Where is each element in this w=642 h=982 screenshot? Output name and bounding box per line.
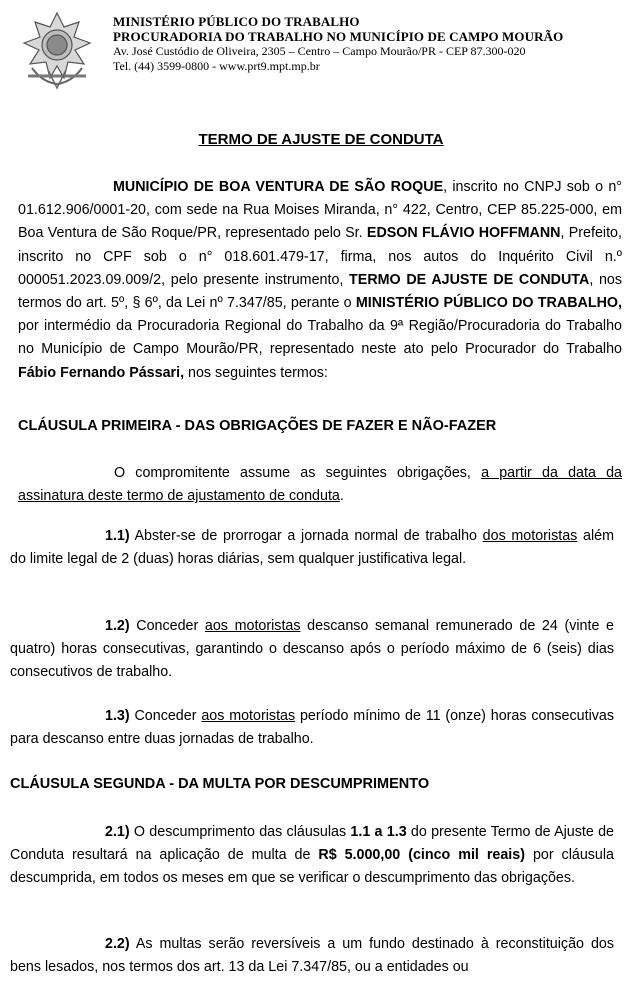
office-address: Av. José Custódio de Oliveira, 2305 – Centro – Campo Mourão/PR - CEP 87.300-020 <box>113 44 526 58</box>
document-title: TERMO DE AJUSTE DE CONDUTA <box>198 131 444 148</box>
mpt-name: MINISTÉRIO PÚBLICO DO TRABALHO, <box>355 295 622 312</box>
office-contact: Tel. (44) 3599-0800 - www.prt9.mpt.mp.br <box>113 59 320 73</box>
clause-2-item-2: 2.2) As multas serão reversíveis a um fundo destinado à reconstituição dos bens lesados, nos termos dos art. 13 da Lei 7.347/85, ou a entidades ou <box>10 936 614 976</box>
clause-2-item-1: 2.1) O descumprimento das cláusulas 1.1 a 1.3 do presente Termo de Ajuste de Conduta resultará na aplicação de multa de R$ 5.000,00 (cinco mil reais) por cláusula descumprida, em todos os meses em que se verificar o descumprimento das obrigações. <box>10 824 615 887</box>
letterhead <box>0 0 642 100</box>
clause-1-intro: O compromitente assume as seguintes obrigações, a partir da data da assinatura deste termo de ajustamento de conduta. <box>18 465 622 505</box>
clause-1-item-2: 1.2) Conceder aos motoristas descanso semanal remunerado de 24 (vinte e quatro) horas consecutivas, garantindo o descanso após o período máximo de 6 (seis) dias consecutivos de trabalho. <box>10 618 614 681</box>
brazil-coat-of-arms-icon <box>18 10 96 90</box>
office-name: PROCURADORIA DO TRABALHO NO MUNICÍPIO DE CAMPO MOURÃO <box>113 29 564 44</box>
clause-1-heading: CLÁUSULA PRIMEIRA - DAS OBRIGAÇÕES DE FAZER E NÃO-FAZER <box>18 418 497 434</box>
letterhead-text <box>113 14 563 74</box>
party-name: MUNICÍPIO DE BOA VENTURA DE SÃO ROQUE <box>113 179 444 195</box>
clause-1-item-1: 1.1) Abster-se de prorrogar a jornada normal de trabalho dos motoristas além do limite legal de 2 (duas) horas diárias, sem qualquer justificativa legal. <box>10 528 615 568</box>
clause-2-heading: CLÁUSULA SEGUNDA - DA MULTA POR DESCUMPRIMENTO <box>10 776 430 792</box>
prosecutor-name: Fábio Fernando Pássari, <box>18 364 185 381</box>
representative-name: EDSON FLÁVIO HOFFMANN <box>366 225 561 242</box>
intro-paragraph: MUNICÍPIO DE BOA VENTURA DE SÃO ROQUE, inscrito no CNPJ sob o n° 01.612.906/0001-20, com sede na Rua Moises Miranda, n° 422, Centro, CEP 85.225-000, em Boa Ventura de São Roque/PR, representado pelo Sr. EDSON FLÁVIO HOFFMANN, Prefeito, inscrito no CPF sob o n° 018.601.479-17, firma, nos autos do Inquérito Civil n.º 000051.2023.09.009/2, pelo presente instrumento, TERMO DE AJUSTE DE CONDUTA, nos termos do art. 5º, § 6º, da Lei nº 7.347/85, perante o MINISTÉRIO PÚBLICO DO TRABALHO, por intermédio da Procuradoria Regional do Trabalho da 9ª Região/Procuradoria do Trabalho no Município de Campo Mourão/PR, representado neste ato pelo Procurador do Trabalho Fábio Fernando Pássari, nos seguintes termos: <box>18 179 623 381</box>
institution-name: MINISTÉRIO PÚBLICO DO TRABALHO <box>113 14 360 29</box>
clause-1-item-3: 1.3) Conceder aos motoristas período mínimo de 11 (onze) horas consecutivas para descanso entre duas jornadas de trabalho. <box>10 708 615 748</box>
